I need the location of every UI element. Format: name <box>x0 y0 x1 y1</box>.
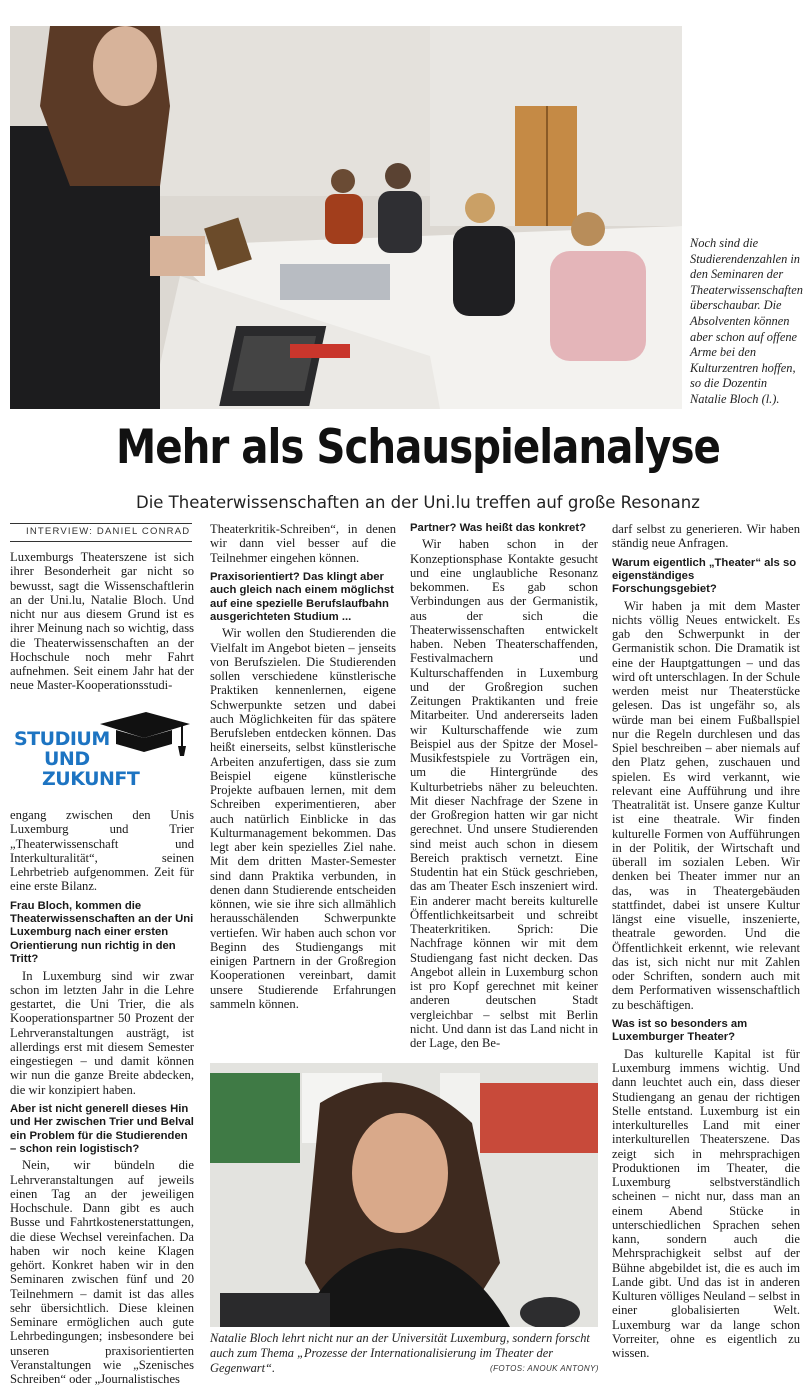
answer-6: Das kulturelle Kapital ist für Luxemburg immens wichtig. Und dann leuchtet auch ein, dass dieser Studiengang an genau der richtigen Stelle entstand. Luxemburg ist ein interkulturelles Land mit einer interkulturellen Theaterszene. Das zeigt sich in mehrsprachigen Produktionen im Theater, die Luxemburg selbstverständlich scheinen – nicht nur, dass man an einem Abend Stücke in unterschiedlichen Sprachen sehen kann, sondern auch die Mehrsprachigkeit selbst auf der Bühne abgebildet ist, die es auch im Lande gibt. Und das ist in anderen Kulturen völliges Neuland – selbst in einer globalisierten Welt. Luxemburg war da lange schon Vorreiter, ohne es eigentlich zu wissen. <box>612 1046 800 1361</box>
question-6: Was ist so besonders am Luxemburger Theater? <box>612 1017 748 1044</box>
logo-line-2: UND <box>44 748 90 770</box>
studium-und-zukunft-logo <box>12 710 192 794</box>
column-1-body <box>10 808 194 1386</box>
intro-paragraph-continued: engang zwischen den Unis Luxemburg und Trier „Theaterwissenschaft und Interkulturalität“, seinen Lehrbetrieb aufgenommen. Zeit für eine erste Bilanz. <box>10 808 194 894</box>
portrait-photo-illustration <box>210 1063 598 1327</box>
photo-credit: (FOTOS: ANOUK ANTONY) <box>490 1364 599 1373</box>
byline: INTERVIEW: DANIEL CONRAD <box>26 526 191 537</box>
top-photo-caption: Noch sind die Studierendenzahlen in den Seminaren der Theaterwissenschaften überschaubar. Die Absolventen können aber schon auf offene Arme bei den Kulturzentren hoffen, so die Dozentin Natalie Bloch (l.). <box>690 236 803 406</box>
seminar-photo <box>10 26 682 409</box>
question-2: Aber ist nicht generell dieses Hin und Her zwischen Trier und Belval ein Problem für die Studierenden – schon rein logistisch? <box>10 1102 194 1155</box>
portrait-photo <box>210 1063 598 1327</box>
logo-line-3: ZUKUNFT <box>42 768 140 790</box>
answer-5: Wir haben ja mit dem Master nichts völlig Neues entwickelt. Es gab den Schwerpunkt in der Germanistik schon. Die Dramatik ist eine der Hauptgattungen – und das wird oft unterschlagen. In der Schule werden meist nur Theaterstücke gelesen. Das ist ungefähr so, als würde man bei einem Fußballspiel nur die Regeln durchlesen und das Spiel beschreiben – aber niemals auf den Platz gehen, zuschauen und spielen. Es wird verkannt, wie relevant eine Aufführung und ihre Theatralität ist. Unsere ganze Kultur ist eine theatrale. Wir finden kulturelle Formen von Aufführungen in der Politik, der Wirtschaft und überall im sozialen Leben. Wir denken bei Theater immer nur an das, was in Theatergebäuden stattfindet, dabei ist unsere Kultur längst eine visuelle, inszenierte, theatrale geworden. Und die Öffentlichkeit erkennt, wie relevant das ist, sich nicht nur mit Zahlen oder Schriften, sondern auch mit dem Performativen wissenschaftlich zu beschäftigen. <box>612 598 800 1012</box>
bottom-photo-caption: Natalie Bloch lehrt nicht nur an der Universität Luxemburg, sondern forscht auch zum Thema „Prozesse der Internationalisierung im Theater der Gegenwart“. <box>210 1331 590 1375</box>
intro-paragraph: Luxemburgs Theaterszene ist sich ihrer Besonderheit gar nicht so bewusst, sagt die Wissenschaftlerin an der Uni.lu, Natalie Bloch. Und nicht nur aus diesem Grund ist es ihrer Meinung nach so wichtig, dass die Theaterwissenschaften an der Hochschule noch mehr Fahrt aufnehmen. Seit einem Jahr hat der neue Master-Kooperationsstudi- <box>10 550 194 693</box>
column-3 <box>410 522 598 1050</box>
question-5: Warum eigentlich „Theater“ als so eigenständiges Forschungsgebiet? <box>612 556 797 596</box>
byline-rule <box>10 523 192 524</box>
seminar-photo-illustration <box>10 26 682 409</box>
question-1: Frau Bloch, kommen die Theaterwissenschaften an der Uni Luxemburg nach einer ersten Orientierung nun richtig in den Tritt? <box>10 899 194 966</box>
column-2 <box>210 522 396 1011</box>
article-subheadline: Die Theaterwissenschaften an der Uni.lu treffen auf große Resonanz <box>136 493 700 512</box>
answer-4-continued: darf selbst zu generieren. Wir haben ständig neue Anfragen. <box>612 522 800 551</box>
answer-2: Nein, wir bündeln die Lehrveranstaltungen auf jeweils einen Tag an der jeweiligen Hochschule. Dann gibt es auch Busse und Fahrtkostenerstattungen, die diese Wechsel vereinfachen. Da haben wir noch keine Klagen gehört. Konkret haben wir in den Seminaren zwischen fünf und 20 Teilnehmern – damit ist das alles sehr übersichtlich. Diese kleinen Seminare ermöglichen auch gute Lehrbedingungen; insbesondere bei unseren praxisorientierten Veranstaltungen wie „Szenisches Schreiben“ oder „Journalistisches <box>10 1158 194 1387</box>
column-1-intro <box>10 550 194 693</box>
question-3: Praxisorientiert? Das klingt aber auch gleich nach einem möglichst auf eine spezielle Berufslaufbahn ausgerichteten Studium ... <box>210 570 394 623</box>
column-4 <box>612 522 800 1360</box>
byline-rule-bottom <box>10 541 192 542</box>
answer-4: Wir haben schon in der Konzeptionsphase Kontakte gesucht und eine unglaubliche Resonanz bekommen. Es gab schon Verbindungen aus der Germanistik, aus der sich die Theaterwissenschaften entwickelt haben. Neben Theaterschaffenden, Festivalmachern und Kulturschaffenden in Luxemburg und der Großregion suchen Zeitungen Praktikanten und freie Mitarbeiter. Und andererseits laden wir Kulturschaffende wie zum Beispiel aus der Spitze der Mosel-Musikfestspiele zu Vorträgen ein, um die Hintergründe des Kulturbetriebs näher zu beleuchten. Mit dieser Nachfrage der Szene in der Großregion hatten wir gar nicht gerechnet. Und unsere Studierenden sind meist auch schon in diesem Bereich praktisch vernetzt. Eine Studentin hat ein Stück geschrieben, das am Theater Esch inszeniert wird. Ein anderer macht bereits kulturelle Öffentlichkeitsarbeit und schreibt Theaterkritiken. Sprich: Die Nachfrage können wir mit dem Studiengang fast nicht decken. Das Angebot allein in Luxemburg schon ist pro Kopf gerechnet mit keiner anderen deutschen Stadt vergleichbar – selbst mit Berlin nicht. Und dann ist das Land nicht in der Lage, den Be- <box>410 537 598 1051</box>
logo-line-1: STUDIUM <box>14 728 110 750</box>
article-headline: Mehr als Schauspielanalyse <box>116 420 720 475</box>
answer-1: In Luxemburg sind wir zwar schon im letzten Jahr in die Lehre gestartet, die Uni Trier, die als Kooperationspartner 50 Prozent der Lehrveranstaltungen austrägt, ist allerdings erst mit diesem Semester eingestiegen – und damit können wir nun die ganze Breite abdecken, die wir konzipiert haben. <box>10 968 194 1097</box>
question-4: Partner? Was heißt das konkret? <box>410 522 586 534</box>
answer-3: Wir wollen den Studierenden die Vielfalt im Angebot bieten – jenseits von Berufszielen. Die Studierenden sollen verschiedene künstlerische Praktiken kennenlernen, eigene Schwerpunkte setzen und dabei auch Möglichkeiten für das spätere Berufsleben entdecken können. Das heißt einerseits, selbst künstlerische Arbeiten anzufertigen, dass sie zum Beispiel eigene künstlerische Projekte aufbauen lernen, mit dem Schreiben experimentieren, aber auch natürlich Einblicke in das Kulturmanagement bekommen. Das legt aber kein spezielles Ziel nahe. Mit dem dritten Master-Semester sind dann Praktika verbunden, in denen dann Studierende entscheiden können, wie sie ihre sich allmählich herausschälenden Schwerpunkte vertiefen. Wir haben auch schon vor Beginn des Studiengangs mit einigen Partnern in der Großregion Kooperationen vereinbart, damit unsere Studierende Erfahrungen sammeln können. <box>210 626 396 1011</box>
answer-2-continued: Theaterkritik-Schreiben“, in denen wir dann viel besser auf die Teilnehmer eingehen können. <box>210 522 396 565</box>
